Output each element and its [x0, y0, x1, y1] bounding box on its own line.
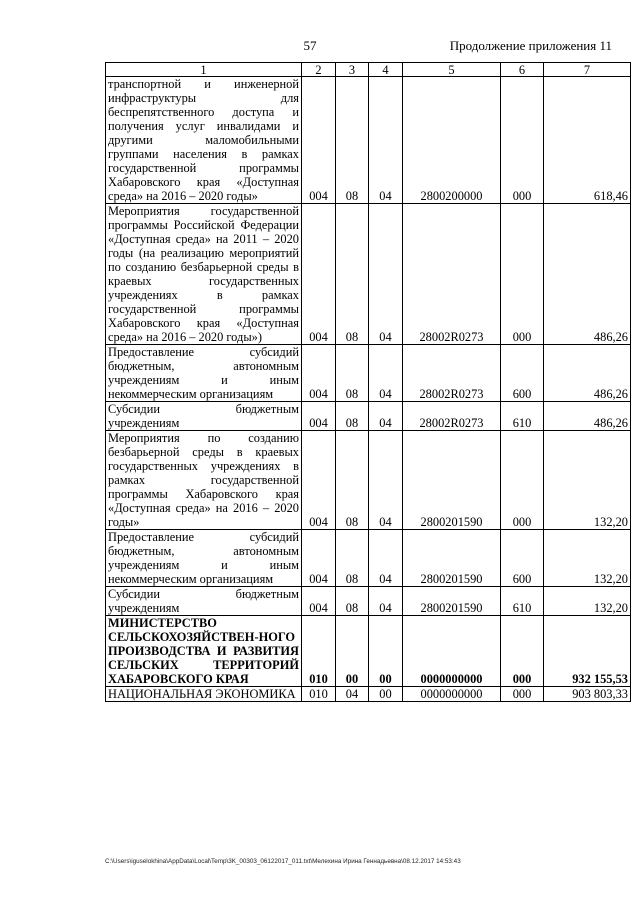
- amount: 486,26: [544, 402, 631, 431]
- column-header: 5: [403, 63, 501, 77]
- code-expense-type: 000: [501, 204, 544, 345]
- table-row: [106, 77, 631, 204]
- code-target: 28002R0273: [403, 345, 501, 402]
- code-subsection: 04: [369, 204, 403, 345]
- column-header: 7: [544, 63, 631, 77]
- code-expense-type: 600: [501, 345, 544, 402]
- code-section: 08: [336, 345, 369, 402]
- table-row-ministry-total: [106, 616, 631, 687]
- column-header: 3: [336, 63, 369, 77]
- row-name: Мероприятия по созданию безбарьерной среды в краевых государственных учреждениях в рамках государственной программы Хабаровского края «Доступная среда» на 2016 – 2020 годы»: [106, 431, 302, 530]
- code-expense-type: 000: [501, 431, 544, 530]
- table-header-row: [106, 63, 631, 77]
- table-row: [106, 587, 631, 616]
- amount: 132,20: [544, 530, 631, 587]
- row-name: Предоставление субсидий бюджетным, автономным учреждениям и иным некоммерческим организациям: [106, 530, 302, 587]
- row-name: транспортной и инженерной инфраструктуры для беспрепятственного доступа и получения услуг инвалидами и другими маломобильными группами населения в рамках государственной программы Хабаровского края «Доступная среда» на 2016 – 2020 годы»: [106, 77, 302, 204]
- table-row: [106, 431, 631, 530]
- page-number: 57: [303, 38, 317, 53]
- row-name: Субсидии бюджетным учреждениям: [106, 587, 302, 616]
- row-name: НАЦИОНАЛЬНАЯ ЭКОНОМИКА: [106, 687, 302, 702]
- code-section: 08: [336, 77, 369, 204]
- code-expense-type: 600: [501, 530, 544, 587]
- code-section: 08: [336, 204, 369, 345]
- row-name: Предоставление субсидий бюджетным, автономным учреждениям и иным некоммерческим организациям: [106, 345, 302, 402]
- amount: 932 155,53: [544, 616, 631, 687]
- amount: 132,20: [544, 431, 631, 530]
- code-ministry: 004: [302, 587, 336, 616]
- row-name: МИНИСТЕРСТВО СЕЛЬСКОХОЗЯЙСТВЕН-НОГО ПРОИЗВОДСТВА И РАЗВИТИЯ СЕЛЬСКИХ ТЕРРИТОРИЙ ХАБАРОВСКОГО КРАЯ: [106, 616, 302, 687]
- code-subsection: 04: [369, 530, 403, 587]
- code-section: 08: [336, 530, 369, 587]
- code-target: 2800201590: [403, 530, 501, 587]
- amount: 618,46: [544, 77, 631, 204]
- code-ministry: 004: [302, 530, 336, 587]
- code-section: 00: [336, 616, 369, 687]
- code-section: 08: [336, 587, 369, 616]
- code-section: 08: [336, 402, 369, 431]
- code-target: 2800201590: [403, 431, 501, 530]
- code-section: 04: [336, 687, 369, 702]
- code-expense-type: 000: [501, 77, 544, 204]
- budget-table: [105, 62, 631, 702]
- code-subsection: 04: [369, 431, 403, 530]
- amount: 486,26: [544, 345, 631, 402]
- code-target: 2800201590: [403, 587, 501, 616]
- code-subsection: 04: [369, 587, 403, 616]
- code-expense-type: 000: [501, 616, 544, 687]
- code-ministry: 010: [302, 616, 336, 687]
- table-row: [106, 687, 631, 702]
- code-expense-type: 610: [501, 587, 544, 616]
- code-ministry: 004: [302, 431, 336, 530]
- code-subsection: 04: [369, 345, 403, 402]
- table-row: [106, 402, 631, 431]
- code-expense-type: 000: [501, 687, 544, 702]
- row-name: Субсидии бюджетным учреждениям: [106, 402, 302, 431]
- column-header: 6: [501, 63, 544, 77]
- table-row: [106, 204, 631, 345]
- code-subsection: 00: [369, 616, 403, 687]
- column-header: 2: [302, 63, 336, 77]
- code-ministry: 004: [302, 204, 336, 345]
- column-header: 4: [369, 63, 403, 77]
- code-expense-type: 610: [501, 402, 544, 431]
- code-ministry: 004: [302, 345, 336, 402]
- code-target: 2800200000: [403, 77, 501, 204]
- code-subsection: 04: [369, 77, 403, 204]
- code-ministry: 010: [302, 687, 336, 702]
- code-target: 28002R0273: [403, 402, 501, 431]
- amount: 903 803,33: [544, 687, 631, 702]
- row-name: Мероприятия государственной программы Российской Федерации «Доступная среда» на 2011 – 2020 годы (на реализацию мероприятий по созданию безбарьерной среды в краевых государственных учреждениях в рамках государственной программы Хабаровского края «Доступная среда» на 2016 – 2020 годы»): [106, 204, 302, 345]
- amount: 486,26: [544, 204, 631, 345]
- code-ministry: 004: [302, 77, 336, 204]
- code-subsection: 04: [369, 402, 403, 431]
- code-target: 28002R0273: [403, 204, 501, 345]
- table-row: [106, 345, 631, 402]
- code-ministry: 004: [302, 402, 336, 431]
- code-target: 0000000000: [403, 687, 501, 702]
- table-row: [106, 530, 631, 587]
- amount: 132,20: [544, 587, 631, 616]
- code-target: 0000000000: [403, 616, 501, 687]
- code-subsection: 00: [369, 687, 403, 702]
- code-section: 08: [336, 431, 369, 530]
- footer-file-path: C:\Users\iguselokhina\AppData\Local\Temp\3K_00303_06122017_011.txt\Мелехина Ирина Геннадьевна\08.12.2017 14:53:43: [105, 858, 461, 865]
- continuation-label: Продолжение приложения 11: [449, 38, 612, 53]
- column-header: 1: [106, 63, 302, 77]
